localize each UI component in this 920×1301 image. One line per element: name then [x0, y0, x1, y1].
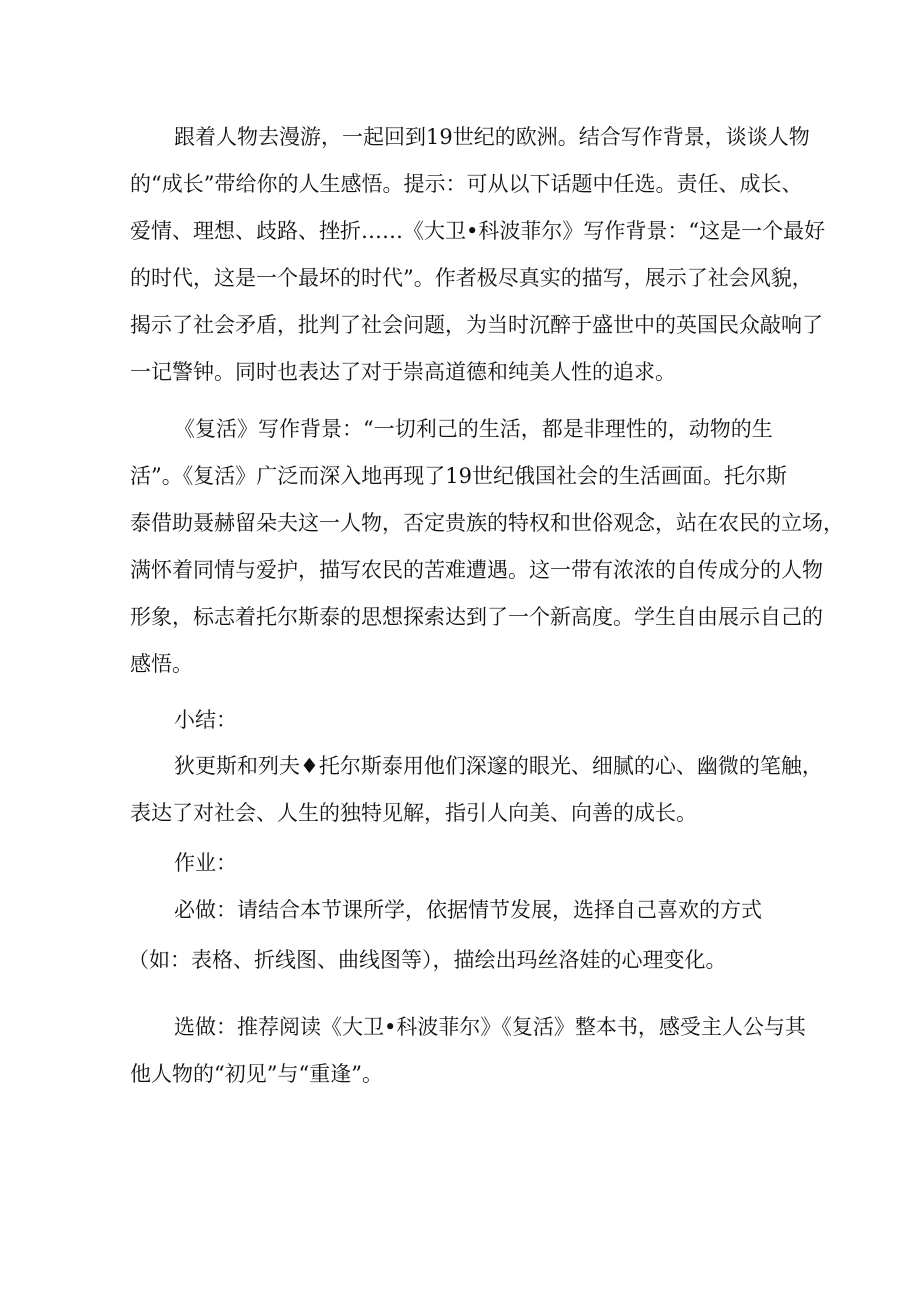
homework-required — [130, 887, 790, 934]
homework-optional — [130, 1004, 806, 1098]
text-line: 泰借助聂赫留朵夫这一人物，否定贵族的特权和世俗观念，站在农民的立场， — [130, 511, 844, 535]
text-line: （如：表格、折线图、曲线图等），描绘出玛丝洛娃的心理变化。 — [128, 948, 727, 972]
text-line: 爱情、理想、歧路、挫折……《大卫•科波菲尔》写作背景：“这是一个最好 — [130, 219, 826, 243]
text-line: 揭示了社会矛盾，批判了社会问题，为当时沉醉于盛世中的英国民众敲响了 — [130, 313, 823, 337]
homework-required-continued — [128, 937, 788, 984]
homework-heading — [130, 840, 790, 887]
text-line: 形象，标志着托尔斯泰的思想探索达到了一个新高度。学生自由展示自己的 — [130, 605, 823, 629]
text-line: 满怀着同情与爱护，描写农民的苦难遭遇。这一带有浓浓的自传成分的人物 — [130, 558, 823, 582]
text-line: 跟着人物去漫游，一起回到19世纪的欧洲。结合写作背景，谈谈人物 — [174, 125, 810, 149]
text-line: 的“成长”带给你的人生感悟。提示：可从以下话题中任选。责任、成长、 — [130, 172, 803, 196]
text-line: 感悟。 — [130, 652, 193, 676]
text-line: 活”。《复活》广泛而深入地再现了19世纪俄国社会的生活画面。托尔斯 — [130, 464, 787, 488]
text-line: 表达了对社会、人生的独特见解，指引人向美、向善的成长。 — [130, 801, 697, 825]
summary-paragraph — [130, 743, 823, 837]
text-line: 选做：推荐阅读《大卫•科波菲尔》《复活》整本书，感受主人公与其 — [174, 1015, 806, 1039]
text-line: 一记警钟。同时也表达了对于崇高道德和纯美人性的追求。 — [130, 360, 676, 384]
paragraph-writing-background — [130, 114, 826, 396]
text-line: 必做：请结合本节课所学，依据情节发展，选择自己喜欢的方式 — [174, 898, 762, 922]
heading-text: 小结： — [174, 708, 237, 732]
text-line: 的时代，这是一个最坏的时代”。作者极尽真实的描写，展示了社会风貌， — [130, 266, 813, 290]
text-line: 他人物的“初见”与“重逢”。 — [130, 1062, 383, 1086]
paragraph-resurrection — [130, 406, 844, 688]
summary-heading — [130, 697, 790, 744]
heading-text: 作业： — [174, 851, 237, 875]
text-line: 狄更斯和列夫♦托尔斯泰用他们深邃的眼光、细腻的心、幽微的笔触， — [174, 754, 823, 778]
text-line: 《复活》写作背景：“一切利己的生活，都是非理性的，动物的生 — [174, 417, 773, 441]
